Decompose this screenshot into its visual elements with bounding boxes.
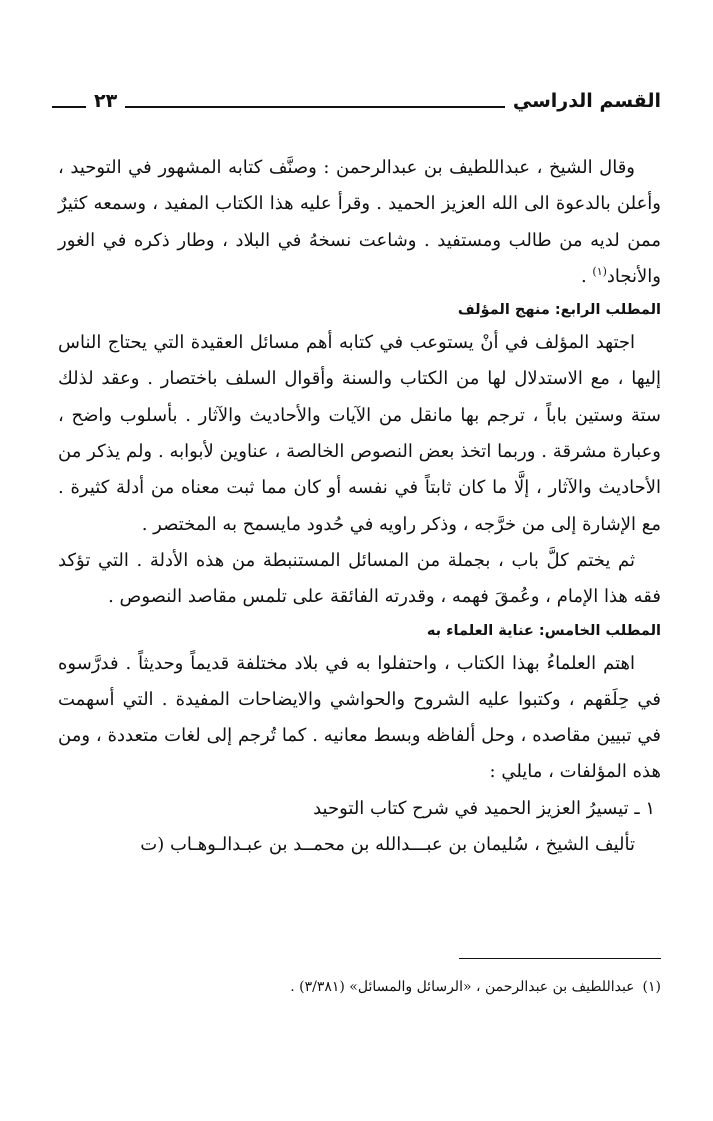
paragraph-quote-text: وقال الشيخ ، عبداللطيف بن عبدالرحمن : وصنَّف كتابه المشهور في التوحيد ، وأعلن بالدعوة الى الله العزيز الحميد . وقرأ عليه هذا الكتاب المفيد ، وسمعه كثيرٌ ممن لديه من طالب ومستفيد . وشاعت نسخهُ في البلاد ، وطار ذكره في الغور والأنجاد (58, 157, 661, 287)
body-text (58, 150, 661, 863)
header-rule (125, 106, 505, 108)
subheading-scholars: المطلب الخامس: عناية العلماء به (426, 622, 661, 639)
footnote-number: (١) (642, 979, 661, 995)
page-number-dash (52, 106, 86, 108)
list-item-author: تأليف الشيخ ، سُليمان بن عبـــدالله بن محمــد بن عبـدالـوهـاب (ت (140, 834, 635, 856)
subheading-method: المطلب الرابع: منهج المؤلف (457, 302, 661, 319)
running-header (52, 86, 661, 116)
paragraph-quote (58, 150, 661, 295)
section-title: القسم الدراسي (512, 90, 661, 112)
footnote-ref: (١) (592, 264, 607, 278)
paragraph-scholars: اهتم العلماءُ بهذا الكتاب ، واحتفلوا به في بلاد مختلفة قديماً وحديثاً . فدرَّسوه في حِلَقهم ، وكتبوا عليه الشروح والحواشي والايضاحات المفيدة . التي أسهمت في تبيين مقاصده ، وحل ألفاظه وبسط معانيه . كما تُرجم إلى لغات متعددة ، ومن هذه المؤلفات ، مايلي : (58, 652, 661, 783)
footnote-text: عبداللطيف بن عبدالرحمن ، «الرسائل والمسائل» (٣/٣٨١) . (290, 979, 635, 995)
paragraph-method: اجتهد المؤلف في أنْ يستوعب في كتابه أهم مسائل العقيدة التي يحتاج الناس إليها ، مع الاستدلال لها من الكتاب والسنة وأقوال السلف باختصار . وعقد لذلك ستة وستين باباً ، ترجم بها مانقل من الآيات والأحاديث والآثار . بأسلوب واضح ، وعبارة مشرقة . وربما اتخذ بعض النصوص الخالصة ، عناوين لأبوابه . ولم يذكر من الأحاديث والآثار ، إلَّا ما كان ثابتاً في نفسه أو كان مما ثبت معناه من أدلة كثيرة . مع الإشارة إلى من خرَّجه ، وذكر راويه في حُدود مايسمح به المختصر . (58, 332, 661, 535)
footnote-rule (459, 958, 661, 959)
paragraph-quote-end: . (580, 265, 593, 287)
page-number: ٢٣ (94, 90, 118, 112)
paragraph-conclusion: ثم يختم كلَّ باب ، بجملة من المسائل المستنبطة من هذه الأدلة . التي تؤكد فقه هذا الإمام ، وعُمقَ فهمه ، وقدرته الفائقة على تلمس مقاصد النصوص . (58, 549, 661, 608)
footnote (58, 976, 661, 998)
list-item-title: ١ ـ تيسيرُ العزيز الحميد في شرح كتاب التوحيد (313, 797, 655, 819)
